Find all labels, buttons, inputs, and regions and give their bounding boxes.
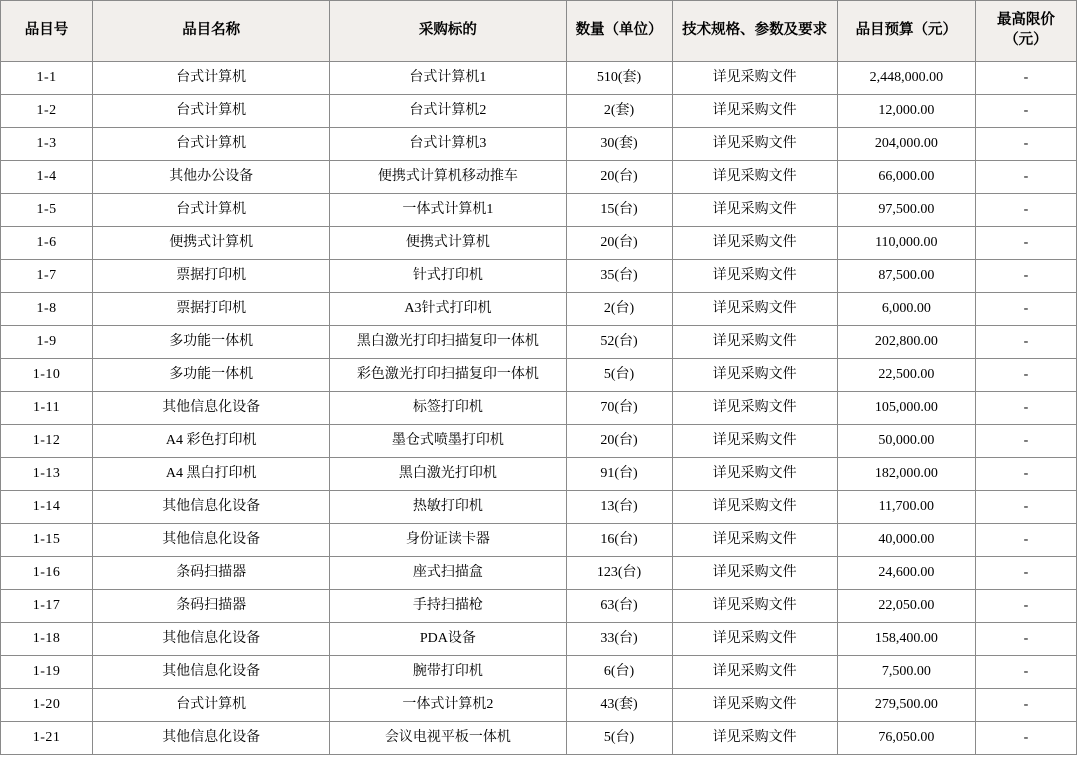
cell-item-name: 台式计算机 [93, 62, 330, 95]
cell-price-cap: - [975, 689, 1076, 722]
table-row [1, 128, 1077, 161]
cell-price-cap: - [975, 326, 1076, 359]
cell-spec: 详见采购文件 [672, 524, 837, 557]
cell-item-name: 票据打印机 [93, 293, 330, 326]
table-row [1, 260, 1077, 293]
cell-item-code: 1-21 [1, 722, 93, 755]
cell-budget: 66,000.00 [837, 161, 975, 194]
cell-quantity: 20(台) [566, 227, 672, 260]
column-header-price-cap: 最高限价（元） [975, 1, 1076, 62]
cell-item-name: 票据打印机 [93, 260, 330, 293]
cell-quantity: 20(台) [566, 425, 672, 458]
cell-spec: 详见采购文件 [672, 722, 837, 755]
cell-budget: 158,400.00 [837, 623, 975, 656]
cell-quantity: 33(台) [566, 623, 672, 656]
cell-item-name: 台式计算机 [93, 95, 330, 128]
cell-budget: 6,000.00 [837, 293, 975, 326]
cell-quantity: 43(套) [566, 689, 672, 722]
table-body [1, 62, 1077, 755]
table-row [1, 524, 1077, 557]
cell-spec: 详见采购文件 [672, 260, 837, 293]
cell-spec: 详见采购文件 [672, 359, 837, 392]
table-row [1, 623, 1077, 656]
table-row [1, 392, 1077, 425]
cell-item-code: 1-20 [1, 689, 93, 722]
cell-price-cap: - [975, 161, 1076, 194]
cell-subject: 会议电视平板一体机 [330, 722, 566, 755]
table-row [1, 161, 1077, 194]
cell-budget: 97,500.00 [837, 194, 975, 227]
cell-price-cap: - [975, 260, 1076, 293]
cell-subject: A3针式打印机 [330, 293, 566, 326]
table-row [1, 458, 1077, 491]
cell-quantity: 2(台) [566, 293, 672, 326]
cell-quantity: 70(台) [566, 392, 672, 425]
cell-quantity: 20(台) [566, 161, 672, 194]
cell-item-code: 1-12 [1, 425, 93, 458]
cell-item-name: 多功能一体机 [93, 326, 330, 359]
cell-budget: 110,000.00 [837, 227, 975, 260]
table-row [1, 95, 1077, 128]
cell-price-cap: - [975, 128, 1076, 161]
cell-item-code: 1-1 [1, 62, 93, 95]
cell-item-code: 1-16 [1, 557, 93, 590]
cell-item-code: 1-19 [1, 656, 93, 689]
cell-item-name: 台式计算机 [93, 128, 330, 161]
cell-item-name: 其他信息化设备 [93, 722, 330, 755]
cell-item-name: 其他信息化设备 [93, 392, 330, 425]
cell-budget: 22,500.00 [837, 359, 975, 392]
cell-price-cap: - [975, 524, 1076, 557]
cell-budget: 50,000.00 [837, 425, 975, 458]
cell-price-cap: - [975, 293, 1076, 326]
cell-price-cap: - [975, 62, 1076, 95]
cell-subject: 便携式计算机移动推车 [330, 161, 566, 194]
cell-spec: 详见采购文件 [672, 557, 837, 590]
table-row [1, 227, 1077, 260]
cell-price-cap: - [975, 392, 1076, 425]
cell-item-code: 1-14 [1, 491, 93, 524]
cell-quantity: 16(台) [566, 524, 672, 557]
cell-price-cap: - [975, 458, 1076, 491]
table-row [1, 656, 1077, 689]
cell-item-code: 1-15 [1, 524, 93, 557]
cell-spec: 详见采购文件 [672, 689, 837, 722]
cell-subject: 针式打印机 [330, 260, 566, 293]
cell-item-code: 1-8 [1, 293, 93, 326]
cell-spec: 详见采购文件 [672, 590, 837, 623]
table-row [1, 326, 1077, 359]
cell-item-code: 1-3 [1, 128, 93, 161]
cell-price-cap: - [975, 491, 1076, 524]
cell-item-code: 1-6 [1, 227, 93, 260]
cell-price-cap: - [975, 623, 1076, 656]
cell-item-name: 条码扫描器 [93, 590, 330, 623]
cell-subject: 墨仓式喷墨打印机 [330, 425, 566, 458]
cell-quantity: 123(台) [566, 557, 672, 590]
cell-spec: 详见采购文件 [672, 623, 837, 656]
cell-item-name: 其他办公设备 [93, 161, 330, 194]
cell-item-name: 台式计算机 [93, 689, 330, 722]
cell-price-cap: - [975, 95, 1076, 128]
cell-quantity: 5(台) [566, 359, 672, 392]
cell-quantity: 510(套) [566, 62, 672, 95]
cell-budget: 202,800.00 [837, 326, 975, 359]
cell-item-code: 1-4 [1, 161, 93, 194]
cell-spec: 详见采购文件 [672, 326, 837, 359]
cell-spec: 详见采购文件 [672, 194, 837, 227]
table-row [1, 722, 1077, 755]
cell-budget: 11,700.00 [837, 491, 975, 524]
cell-budget: 24,600.00 [837, 557, 975, 590]
cell-quantity: 35(台) [566, 260, 672, 293]
cell-item-name: A4 黑白打印机 [93, 458, 330, 491]
cell-subject: 腕带打印机 [330, 656, 566, 689]
cell-budget: 279,500.00 [837, 689, 975, 722]
cell-price-cap: - [975, 656, 1076, 689]
cell-subject: 标签打印机 [330, 392, 566, 425]
cell-spec: 详见采购文件 [672, 95, 837, 128]
cell-item-code: 1-10 [1, 359, 93, 392]
table-header [1, 1, 1077, 62]
cell-subject: 彩色激光打印扫描复印一体机 [330, 359, 566, 392]
cell-quantity: 15(台) [566, 194, 672, 227]
cell-item-name: 多功能一体机 [93, 359, 330, 392]
cell-budget: 40,000.00 [837, 524, 975, 557]
cell-price-cap: - [975, 722, 1076, 755]
cell-price-cap: - [975, 227, 1076, 260]
cell-spec: 详见采购文件 [672, 458, 837, 491]
cell-subject: 便携式计算机 [330, 227, 566, 260]
cell-quantity: 52(台) [566, 326, 672, 359]
cell-subject: 座式扫描盒 [330, 557, 566, 590]
cell-subject: 手持扫描枪 [330, 590, 566, 623]
cell-spec: 详见采购文件 [672, 227, 837, 260]
table-row [1, 491, 1077, 524]
cell-quantity: 5(台) [566, 722, 672, 755]
cell-item-code: 1-7 [1, 260, 93, 293]
cell-subject: 一体式计算机2 [330, 689, 566, 722]
table-row [1, 557, 1077, 590]
cell-budget: 22,050.00 [837, 590, 975, 623]
table-row [1, 194, 1077, 227]
table-row [1, 359, 1077, 392]
cell-subject: PDA设备 [330, 623, 566, 656]
cell-subject: 台式计算机3 [330, 128, 566, 161]
cell-spec: 详见采购文件 [672, 293, 837, 326]
cell-item-name: 其他信息化设备 [93, 491, 330, 524]
cell-spec: 详见采购文件 [672, 161, 837, 194]
cell-quantity: 6(台) [566, 656, 672, 689]
cell-spec: 详见采购文件 [672, 128, 837, 161]
cell-spec: 详见采购文件 [672, 656, 837, 689]
column-header-budget: 品目预算（元） [837, 1, 975, 62]
cell-item-code: 1-18 [1, 623, 93, 656]
column-header-quantity: 数量（单位） [566, 1, 672, 62]
cell-item-name: 台式计算机 [93, 194, 330, 227]
cell-budget: 87,500.00 [837, 260, 975, 293]
cell-subject: 台式计算机1 [330, 62, 566, 95]
cell-quantity: 2(套) [566, 95, 672, 128]
cell-spec: 详见采购文件 [672, 491, 837, 524]
cell-spec: 详见采购文件 [672, 62, 837, 95]
cell-quantity: 30(套) [566, 128, 672, 161]
cell-subject: 一体式计算机1 [330, 194, 566, 227]
cell-item-code: 1-11 [1, 392, 93, 425]
cell-subject: 身份证读卡器 [330, 524, 566, 557]
cell-item-code: 1-5 [1, 194, 93, 227]
cell-budget: 7,500.00 [837, 656, 975, 689]
column-header-subject: 采购标的 [330, 1, 566, 62]
cell-price-cap: - [975, 359, 1076, 392]
column-header-item-code: 品目号 [1, 1, 93, 62]
header-row [1, 1, 1077, 62]
cell-subject: 黑白激光打印扫描复印一体机 [330, 326, 566, 359]
table-row [1, 62, 1077, 95]
cell-budget: 182,000.00 [837, 458, 975, 491]
cell-item-name: 便携式计算机 [93, 227, 330, 260]
table-row [1, 590, 1077, 623]
cell-spec: 详见采购文件 [672, 392, 837, 425]
cell-item-code: 1-17 [1, 590, 93, 623]
cell-item-name: A4 彩色打印机 [93, 425, 330, 458]
cell-item-code: 1-2 [1, 95, 93, 128]
cell-price-cap: - [975, 557, 1076, 590]
cell-price-cap: - [975, 425, 1076, 458]
cell-item-name: 其他信息化设备 [93, 623, 330, 656]
table-row [1, 425, 1077, 458]
column-header-item-name: 品目名称 [93, 1, 330, 62]
table-row [1, 689, 1077, 722]
column-header-spec: 技术规格、参数及要求 [672, 1, 837, 62]
cell-budget: 76,050.00 [837, 722, 975, 755]
cell-budget: 2,448,000.00 [837, 62, 975, 95]
cell-item-code: 1-9 [1, 326, 93, 359]
cell-quantity: 63(台) [566, 590, 672, 623]
cell-quantity: 91(台) [566, 458, 672, 491]
cell-budget: 12,000.00 [837, 95, 975, 128]
cell-budget: 204,000.00 [837, 128, 975, 161]
table-row [1, 293, 1077, 326]
cell-price-cap: - [975, 590, 1076, 623]
cell-subject: 热敏打印机 [330, 491, 566, 524]
cell-item-code: 1-13 [1, 458, 93, 491]
cell-subject: 黑白激光打印机 [330, 458, 566, 491]
cell-subject: 台式计算机2 [330, 95, 566, 128]
cell-quantity: 13(台) [566, 491, 672, 524]
cell-item-name: 条码扫描器 [93, 557, 330, 590]
cell-spec: 详见采购文件 [672, 425, 837, 458]
cell-item-name: 其他信息化设备 [93, 656, 330, 689]
cell-price-cap: - [975, 194, 1076, 227]
cell-item-name: 其他信息化设备 [93, 524, 330, 557]
cell-budget: 105,000.00 [837, 392, 975, 425]
